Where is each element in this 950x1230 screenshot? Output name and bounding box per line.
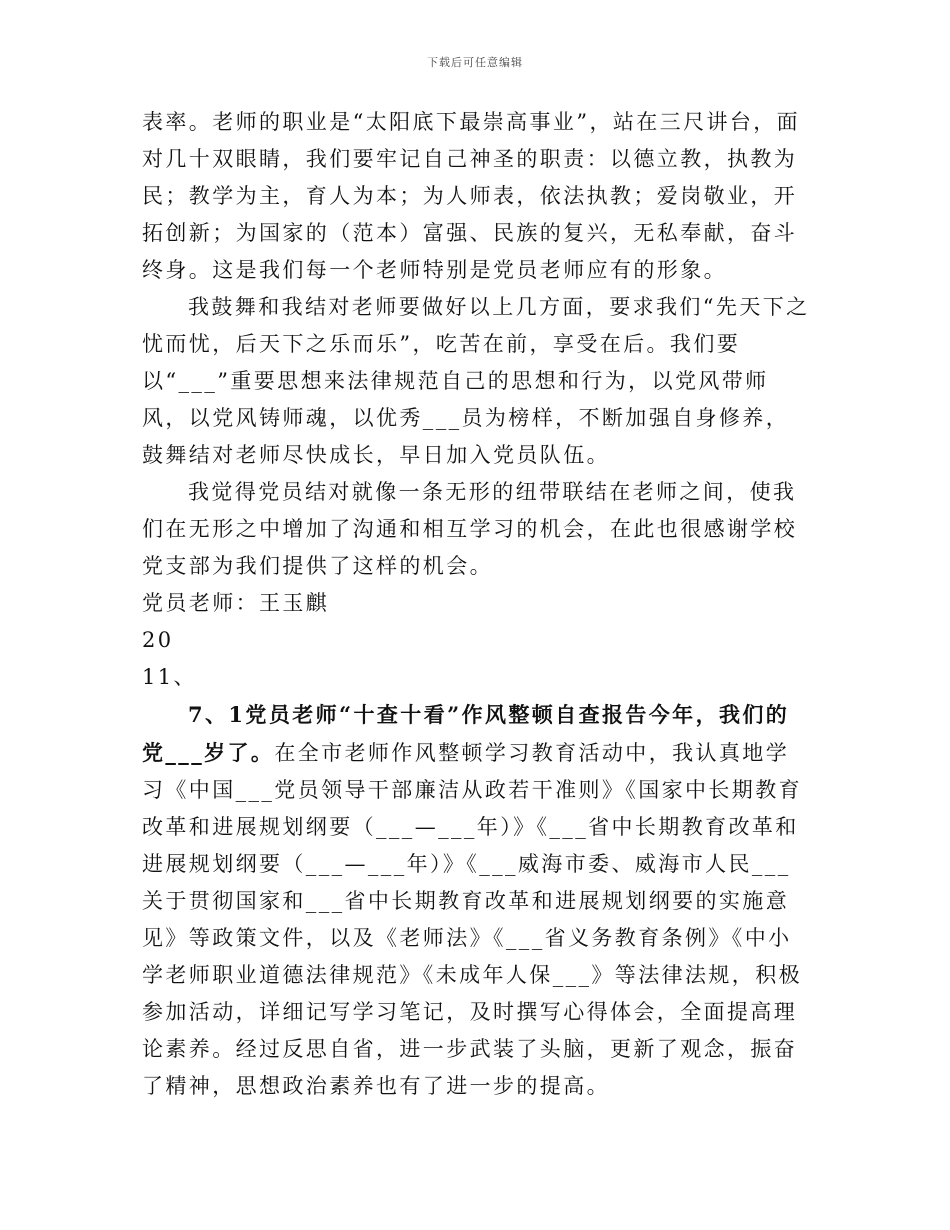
paragraph-1: 表率。老师的职业是“太阳底下最崇高事业”，站在三尺讲台，面对几十双眼睛，我们要牢记自己神圣的职责：以德立教，执教为民；教学为主，育人为本；为人师表，依法执教；爱岗敬业，开拓创新；为国家的（范本）富强、民族的复兴，无私奉献，奋斗终身。这是我们每一个老师特别是党员老师应有的形象。: [142, 110, 801, 282]
section-heading: 7、1党员老师“十查十看”作风整顿自查报告今年，我们的党___岁了。: [142, 702, 790, 765]
date-line-2: 11、: [142, 665, 197, 689]
document-body: [142, 104, 812, 1105]
paragraph-2: 我鼓舞和我结对老师要做好以上几方面，要求我们“先天下之忧而忧，后天下之乐而乐”，吃苦在前，享受在后。我们要以“___”重要思想来法律规范自己的思想和行为，以党风带师风，以党风铸师魂，以优秀___员为榜样，不断加强自身修养，鼓舞结对老师尽快成长，早日加入党员队伍。: [142, 295, 810, 467]
signature-line: 党员老师：王玉麒: [142, 591, 330, 615]
page-header: 下载后可任意编辑: [427, 56, 523, 69]
date-line-1: 20: [142, 628, 174, 652]
paragraph-4-text: 在全市老师作风整顿学习教育活动中，我认真地学习《中国___党员领导干部廉洁从政若干准则》《国家中长期教育改革和进展规划纲要（___—___年）》《___省中长期教育改革和进展规划纲要（___—___年）》《___威海市委、威海市人民___关于贯彻国家和___省中长期教育改革和进展规划纲要的实施意见》等政策文件，以及《老师法》《___省义务教育条例》《中小学老师职业道德法律规范》《未成年人保___》等法律法规，积极参加活动，详细记写学习笔记，及时撰写心得体会，全面提高理论素养。经过反思自省，进一步武装了头脑，更新了观念，振奋了精神，思想政治素养也有了进一步的提高。: [142, 741, 802, 1098]
paragraph-3: 我觉得党员结对就像一条无形的纽带联结在老师之间，使我们在无形之中增加了沟通和相互学习的机会，在此也很感谢学校党支部为我们提供了这样的机会。: [142, 480, 798, 578]
paragraph-4: [142, 696, 812, 1105]
